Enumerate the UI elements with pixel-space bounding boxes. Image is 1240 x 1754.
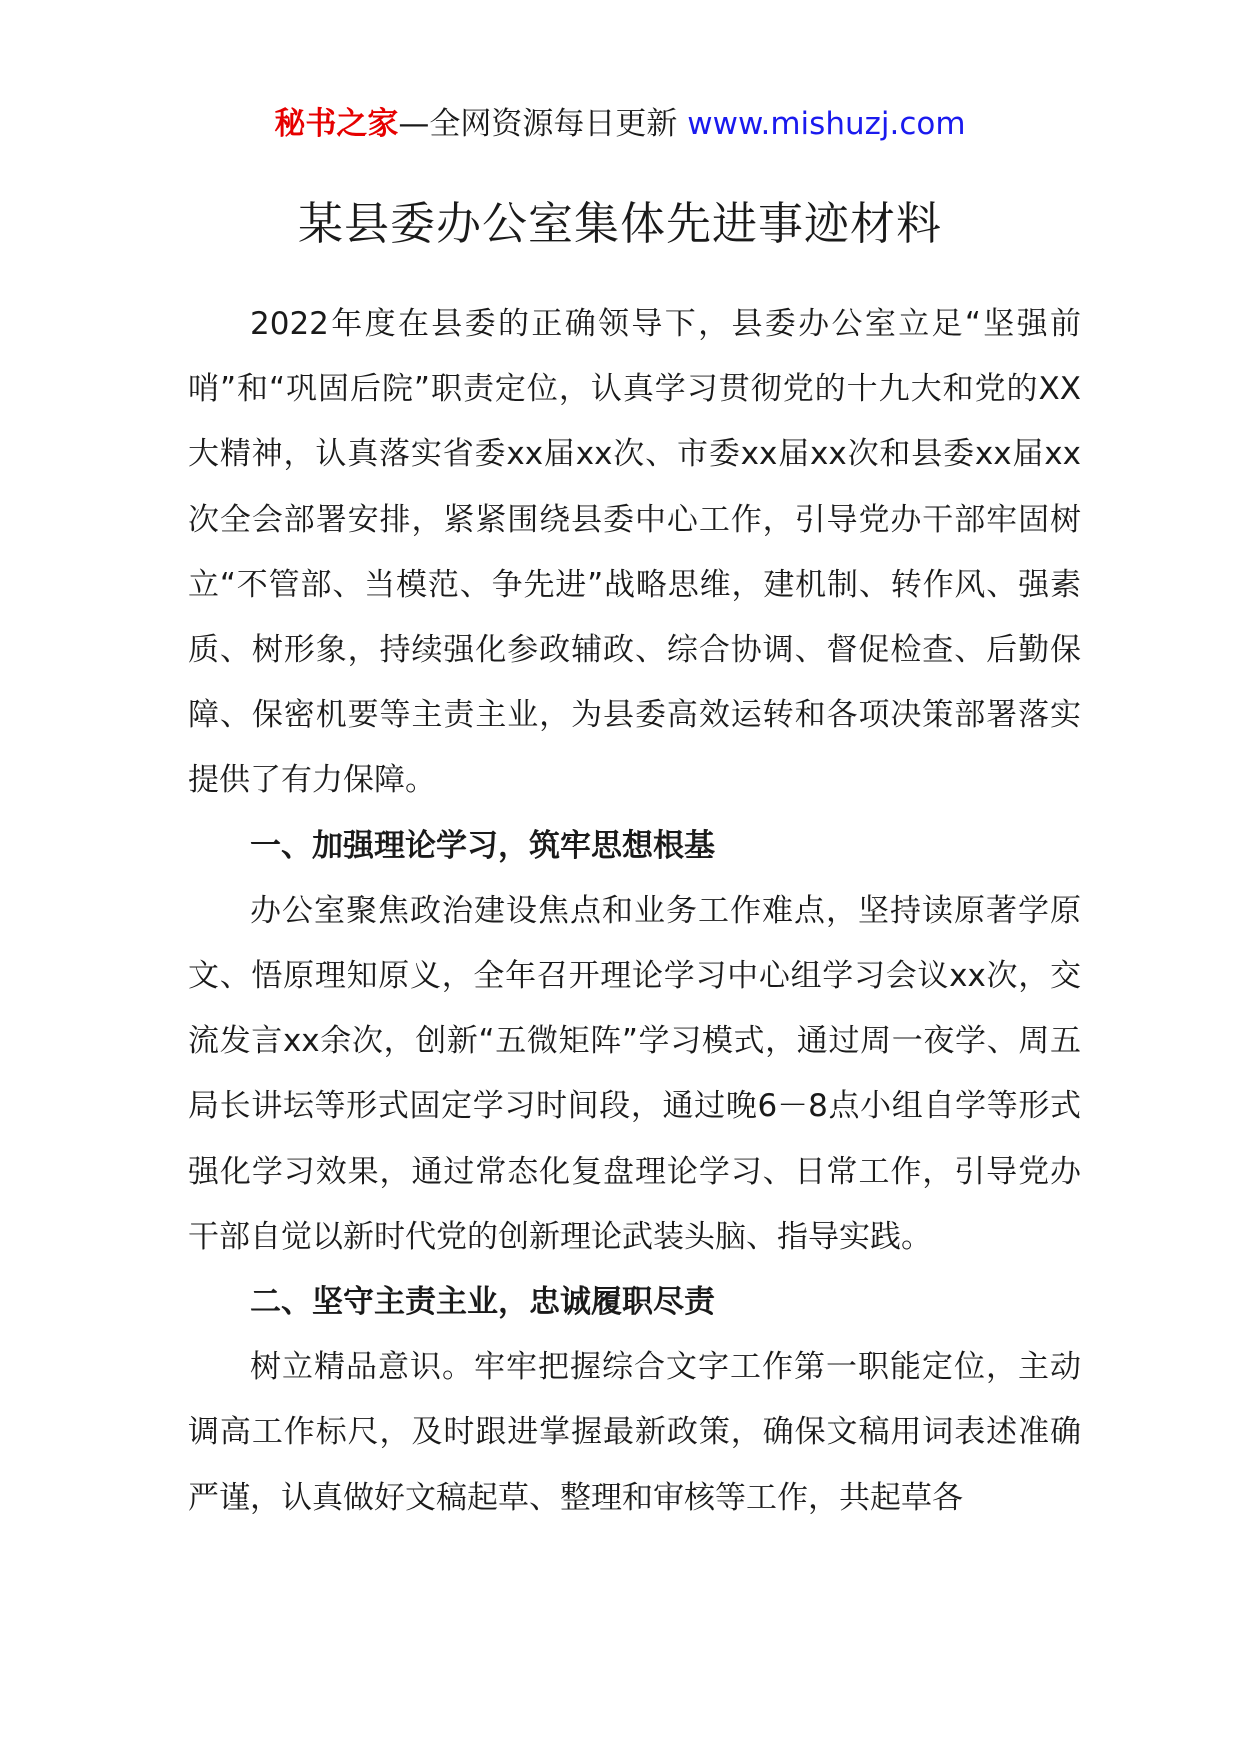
- brand-name: 秘书之家: [274, 106, 399, 142]
- document-body: [188, 292, 1081, 1531]
- header-slogan: —全网资源每日更新: [398, 106, 678, 142]
- section-1-heading: 一、加强理论学习，筑牢思想根基: [250, 827, 715, 864]
- section-2-paragraph: 树立精品意识。牢牢把握综合文字工作第一职能定位，主动调高工作标尺，及时跟进掌握最新政策，确保文稿用词表述准确严谨，认真做好文稿起草、整理和审核等工作，共起草各: [188, 1349, 1081, 1516]
- document-title: 某县委办公室集体先进事迹材料: [297, 197, 942, 250]
- site-url-link[interactable]: www.mishuzj.com: [687, 106, 966, 142]
- section-2-heading: 二、坚守主责主业，忠诚履职尽责: [250, 1284, 715, 1321]
- site-header: [0, 104, 1240, 144]
- intro-paragraph: 2022年度在县委的正确领导下，县委办公室立足“坚强前哨”和“巩固后院”职责定位，认真学习贯彻党的十九大和党的XX大精神，认真落实省委xx届xx次、市委xx届xx次和县委xx届xx次全会部署安排，紧紧围绕县委中心工作，引导党办干部牢固树立“不管部、当模范、争先进”战略思维，建机制、转作风、强素质、树形象，持续强化参政辅政、综合协调、督促检查、后勤保障、保密机要等主责主业，为县委高效运转和各项决策部署落实提供了有力保障。: [188, 306, 1081, 799]
- section-1-paragraph: 办公室聚焦政治建设焦点和业务工作难点，坚持读原著学原文、悟原理知原义，全年召开理论学习中心组学习会议xx次，交流发言xx余次，创新“五微矩阵”学习模式，通过周一夜学、周五局长讲坛等形式固定学习时间段，通过晚6－8点小组自学等形式强化学习效果，通过常态化复盘理论学习、日常工作，引导党办干部自觉以新时代党的创新理论武装头脑、指导实践。: [188, 892, 1081, 1255]
